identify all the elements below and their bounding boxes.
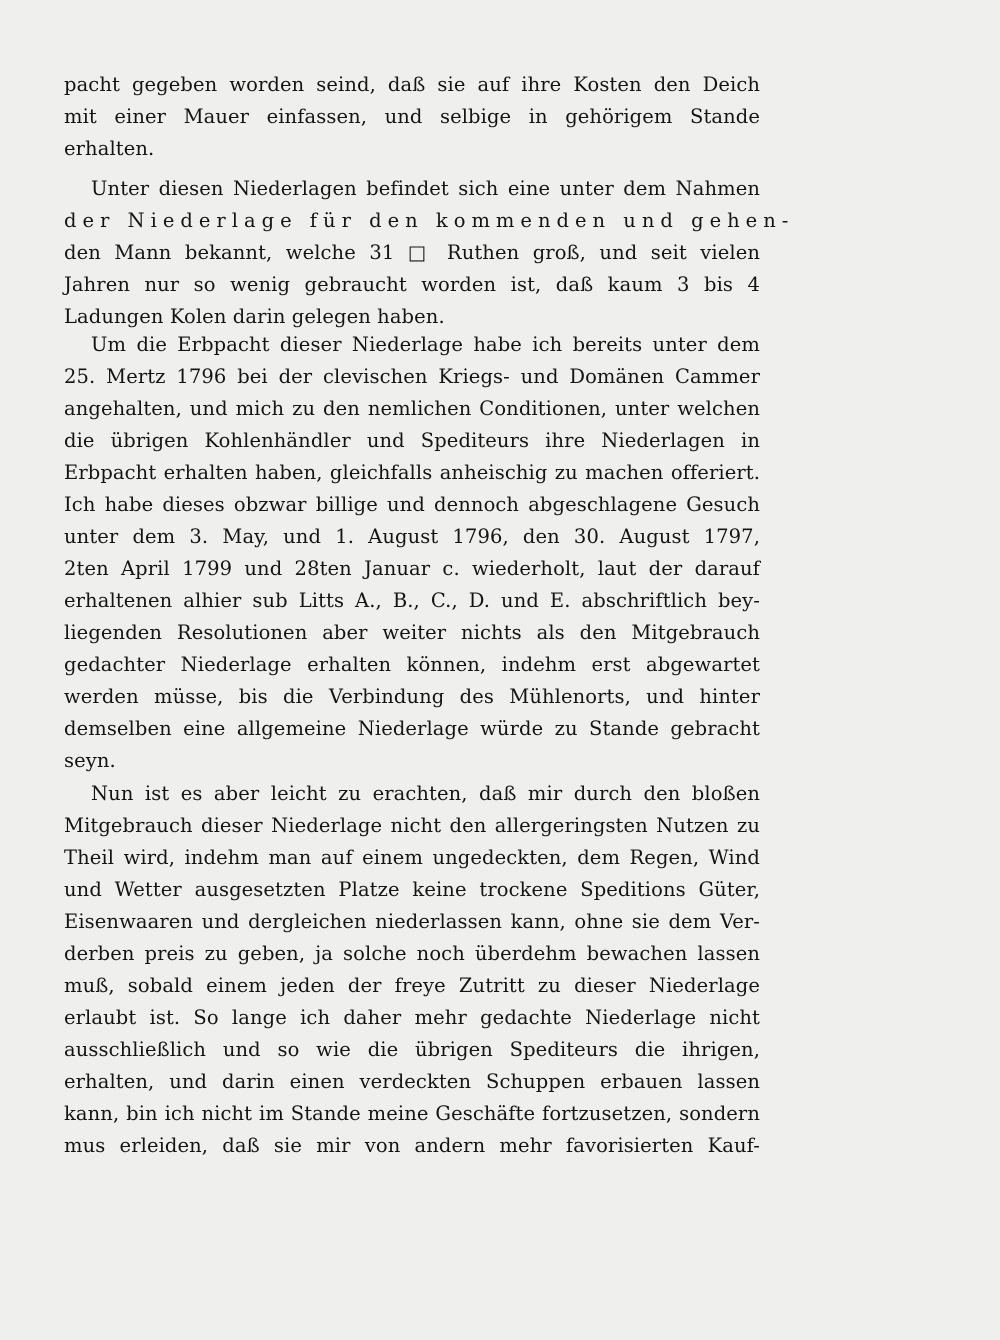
paragraph-2-line-5: Ladungen Kolen darin gelegen haben. [64, 305, 445, 328]
paragraph-4-line-5: Eisenwaaren und dergleichen niederlassen kann, ohne sie dem Ver- [64, 910, 760, 933]
paragraph-3-line-8: 2ten April 1799 und 28ten Januar c. wiederholt, laut der darauf [64, 557, 760, 580]
paragraph-3-line-12: werden müsse, bis die Verbindung des Mühlenorts, und hinter [64, 685, 760, 708]
paragraph-3-line-1: Um die Erbpacht dieser Niederlage habe ich bereits unter dem [91, 333, 760, 356]
paragraph-3-line-11: gedachter Niederlage erhalten können, indehm erst abgewartet [64, 653, 760, 676]
paragraph-4-line-1: Nun ist es aber leicht zu erachten, daß mir durch den bloßen [91, 782, 760, 805]
paragraph-3-line-3: angehalten, und mich zu den nemlichen Conditionen, unter welchen [64, 397, 760, 420]
paragraph-4-line-3: Theil wird, indehm man auf einem ungedeckten, dem Regen, Wind [64, 846, 760, 869]
paragraph-2-line-4: Jahren nur so wenig gebraucht worden ist, daß kaum 3 bis 4 [64, 273, 760, 296]
paragraph-3-line-7: unter dem 3. May, und 1. August 1796, den 30. August 1797, [64, 525, 760, 548]
paragraph-3-line-5: Erbpacht erhalten haben, gleichfalls anheischig zu machen offeriert. [64, 461, 760, 484]
paragraph-2-line-2: der Niederlage für den kommenden und gehen- [64, 209, 795, 232]
paragraph-3-line-4: die übrigen Kohlenhändler und Spediteurs ihre Niederlagen in [64, 429, 760, 452]
text-line-3: erhalten. [64, 137, 155, 160]
paragraph-4-line-10: erhalten, und darin einen verdeckten Schuppen erbauen lassen [64, 1070, 760, 1093]
paragraph-4-line-12: mus erleiden, daß sie mir von andern mehr favorisierten Kauf- [64, 1134, 760, 1157]
paragraph-2-line-1: Unter diesen Niederlagen befindet sich eine unter dem Nahmen [91, 177, 760, 200]
paragraph-4-line-11: kann, bin ich nicht im Stande meine Geschäfte fortzusetzen, sondern [64, 1102, 760, 1125]
paragraph-3-line-13: demselben eine allgemeine Niederlage würde zu Stande gebracht [64, 717, 760, 740]
paragraph-3-line-6: Ich habe dieses obzwar billige und dennoch abgeschlagene Gesuch [64, 493, 760, 516]
paragraph-3-line-2: 25. Mertz 1796 bei der clevischen Kriegs- und Domänen Cammer [64, 365, 760, 388]
paragraph-3-line-9: erhaltenen alhier sub Litts A., B., C., D. und E. abschriftlich bey- [64, 589, 760, 612]
paragraph-4-line-2: Mitgebrauch dieser Niederlage nicht den allergeringsten Nutzen zu [64, 814, 760, 837]
text-line-1: pacht gegeben worden seind, daß sie auf ihre Kosten den Deich [64, 73, 760, 96]
paragraph-3-line-14: seyn. [64, 749, 116, 772]
paragraph-4-line-4: und Wetter ausgesetzten Platze keine trockene Speditions Güter, [64, 878, 760, 901]
paragraph-4-line-9: ausschließlich und so wie die übrigen Spediteurs die ihrigen, [64, 1038, 760, 1061]
paragraph-4-line-6: derben preis zu geben, ja solche noch überdehm bewachen lassen [64, 942, 760, 965]
paragraph-4-line-8: erlaubt ist. So lange ich daher mehr gedachte Niederlage nicht [64, 1006, 760, 1029]
paragraph-3-line-10: liegenden Resolutionen aber weiter nichts als den Mitgebrauch [64, 621, 760, 644]
paragraph-2-line-3: den Mann bekannt, welche 31 □ Ruthen groß, und seit vielen [64, 241, 760, 264]
text-line-2: mit einer Mauer einfassen, und selbige in gehörigem Stande [64, 105, 760, 128]
paragraph-4-line-7: muß, sobald einem jeden der freye Zutritt zu dieser Niederlage [64, 974, 760, 997]
